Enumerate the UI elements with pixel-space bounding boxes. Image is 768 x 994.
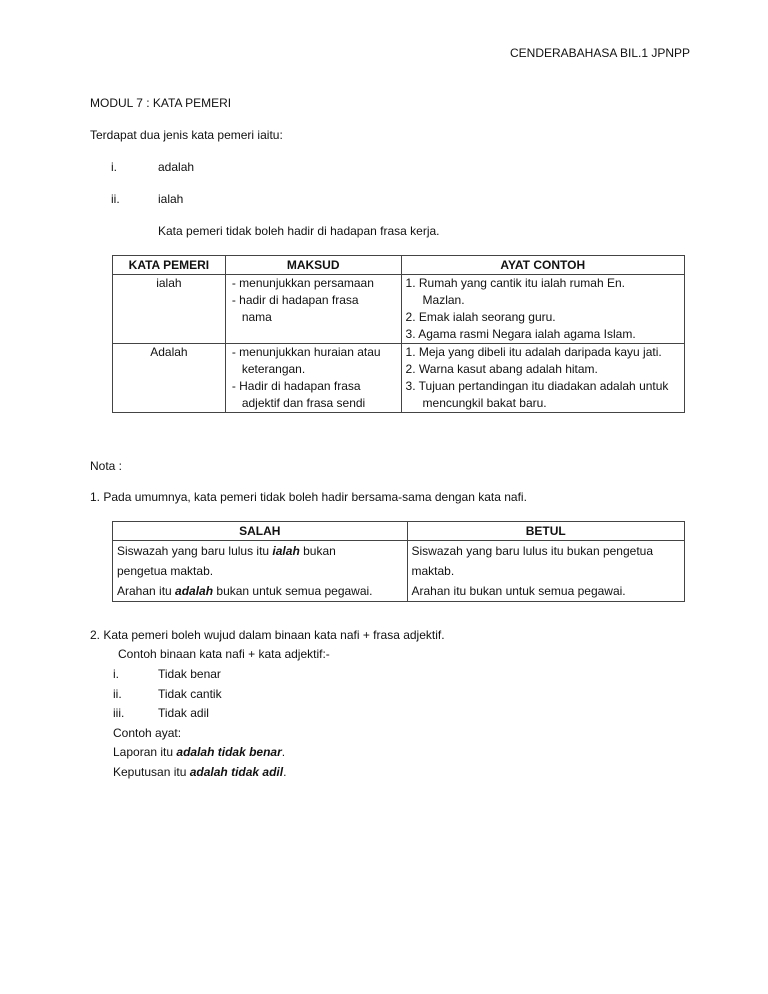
page-header: CENDERABAHASA BIL.1 JPNPP — [510, 46, 691, 60]
emphasis-phrase: adalah tidak adil — [189, 765, 284, 779]
note-2: 2. Kata pemeri boleh wujud dalam binaan kata nafi + frasa adjektif. — [90, 628, 445, 642]
adj-marker: ii. — [113, 687, 122, 701]
example-sentence-1: Laporan itu adalah tidak benar. — [113, 745, 286, 759]
contoh-item: 3. Tujuan pertandingan itu diadakan adalah untuk mencungkil bakat baru. — [405, 379, 669, 410]
betul-sentence-1: Siswazah yang baru lulus itu bukan pengetua maktab. — [411, 544, 653, 578]
emphasis-phrase: adalah tidak benar — [176, 745, 282, 759]
salah-betul-table — [112, 521, 685, 602]
col-header-salah: SALAH — [113, 522, 408, 541]
example-sentence-2: Keputusan itu adalah tidak adil. — [113, 765, 287, 779]
pemeri-table — [112, 255, 685, 413]
table-row — [113, 344, 685, 413]
salah-sentence-1: Siswazah yang baru lulus itu ialah bukan pengetua maktab. — [117, 544, 336, 578]
betul-cell — [407, 541, 685, 602]
type-marker: ii. — [111, 192, 120, 206]
adj-marker: iii. — [113, 706, 125, 720]
maksud-item: - menunjukkan huraian atau keterangan. — [231, 345, 381, 376]
type-item: ialah — [158, 192, 184, 206]
maksud-item: - hadir di hadapan frasa nama — [231, 293, 359, 324]
salah-cell — [113, 541, 408, 602]
adj-example: Tidak benar — [158, 667, 221, 681]
type-marker: i. — [111, 160, 117, 174]
col-header-kata-pemeri: KATA PEMERI — [113, 256, 226, 275]
contoh-item: 2. Warna kasut abang adalah hitam. — [405, 362, 598, 376]
maksud-cell — [225, 275, 401, 344]
col-header-ayat-contoh: AYAT CONTOH — [401, 256, 684, 275]
note-1: 1. Pada umumnya, kata pemeri tidak boleh hadir bersama-sama dengan kata nafi. — [90, 490, 527, 504]
contoh-cell — [401, 344, 684, 413]
pemeri-word: ialah — [113, 275, 226, 344]
salah-sentence-2: Arahan itu adalah bukan untuk semua pegawai. — [117, 584, 373, 598]
nota-label: Nota : — [90, 459, 123, 473]
contoh-item: 1. Rumah yang cantik itu ialah rumah En. Mazlan. — [405, 276, 625, 307]
adj-example: Tidak adil — [158, 706, 209, 720]
note-2-sub: Contoh binaan kata nafi + kata adjektif:- — [118, 647, 330, 661]
contoh-item: 3. Agama rasmi Negara ialah agama Islam. — [405, 327, 636, 341]
emphasis-word: ialah — [272, 544, 300, 558]
col-header-betul: BETUL — [407, 522, 685, 541]
table-row — [113, 541, 685, 602]
contoh-item: 2. Emak ialah seorang guru. — [405, 310, 556, 324]
maksud-cell — [225, 344, 401, 413]
adj-marker: i. — [113, 667, 119, 681]
module-title: MODUL 7 : KATA PEMERI — [90, 96, 232, 110]
adj-example: Tidak cantik — [158, 687, 222, 701]
contoh-item: 1. Meja yang dibeli itu adalah daripada kayu jati. — [405, 345, 662, 359]
type-item: adalah — [158, 160, 195, 174]
emphasis-word: adalah — [175, 584, 214, 598]
contoh-cell — [401, 275, 684, 344]
table-header-row — [113, 522, 685, 541]
contoh-ayat-label: Contoh ayat: — [113, 726, 182, 740]
betul-sentence-2: Arahan itu bukan untuk semua pegawai. — [411, 584, 626, 598]
maksud-item: - menunjukkan persamaan — [231, 276, 374, 290]
table-header-row — [113, 256, 685, 275]
maksud-item: - Hadir di hadapan frasa adjektif dan frasa sendi — [231, 379, 366, 410]
rule-text: Kata pemeri tidak boleh hadir di hadapan frasa kerja. — [158, 224, 440, 238]
table-row — [113, 275, 685, 344]
col-header-maksud: MAKSUD — [225, 256, 401, 275]
pemeri-word: Adalah — [113, 344, 226, 413]
intro-text: Terdapat dua jenis kata pemeri iaitu: — [90, 128, 283, 142]
